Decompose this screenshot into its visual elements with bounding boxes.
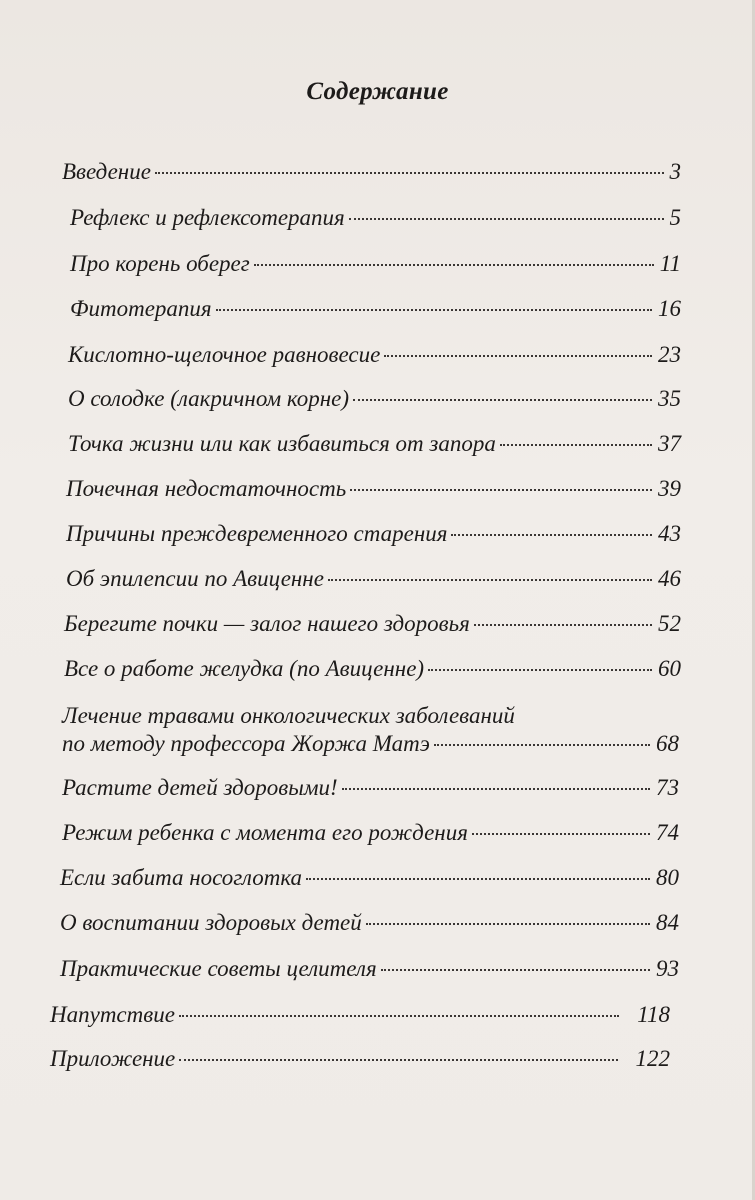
toc-entry bbox=[62, 158, 681, 186]
dot-leader bbox=[179, 1059, 617, 1061]
dot-leader bbox=[254, 264, 654, 266]
toc-entry-title: Все о работе желудка (по Авиценне) bbox=[64, 656, 425, 681]
dot-leader bbox=[350, 489, 652, 491]
toc-entry bbox=[50, 1001, 670, 1029]
dot-leader bbox=[179, 1015, 619, 1017]
toc-entry bbox=[64, 610, 681, 638]
toc-entry bbox=[64, 655, 681, 683]
dot-leader bbox=[349, 218, 664, 220]
toc-entry-title: Растите детей здоровыми! bbox=[62, 775, 338, 800]
toc-entry-page: 60 bbox=[658, 656, 681, 681]
toc-entry bbox=[60, 864, 679, 892]
toc-entry-page: 74 bbox=[656, 820, 679, 845]
dot-leader bbox=[155, 172, 664, 174]
dot-leader bbox=[428, 669, 652, 671]
dot-leader bbox=[342, 788, 650, 790]
page-title: Содержание bbox=[306, 78, 449, 105]
toc-entry bbox=[68, 385, 681, 413]
toc-entry bbox=[66, 520, 681, 548]
toc-entry-page: 39 bbox=[658, 476, 681, 501]
toc-entry-page: 80 bbox=[656, 865, 679, 890]
toc-entry bbox=[66, 565, 681, 593]
toc-entry-title: О солодке (лакричном корне) bbox=[68, 386, 350, 411]
toc-entry-page: 37 bbox=[658, 431, 681, 456]
toc-entry-title: Практические советы целителя bbox=[60, 956, 377, 981]
toc-entry-title: Кислотно-щелочное равновесие bbox=[68, 342, 381, 367]
toc-entry-title: Режим ребенка с момента его рождения bbox=[62, 820, 468, 845]
toc-entry-page: 3 bbox=[669, 159, 681, 184]
toc-entry-page: 11 bbox=[659, 251, 681, 276]
toc-entry-title: Точка жизни или как избавиться от запора bbox=[68, 431, 496, 456]
toc-entry-page: 16 bbox=[658, 296, 681, 321]
toc-entry-page: 46 bbox=[658, 566, 681, 591]
toc-entry-page: 35 bbox=[658, 386, 681, 411]
toc-entry-page: 93 bbox=[656, 956, 679, 981]
toc-entry bbox=[68, 341, 681, 369]
dot-leader bbox=[216, 309, 652, 311]
dot-leader bbox=[328, 579, 652, 581]
dot-leader bbox=[434, 744, 650, 746]
toc-entry-page: 23 bbox=[658, 342, 681, 367]
toc-entry-title: Берегите почки — залог нашего здоровья bbox=[64, 611, 470, 636]
toc-entry bbox=[60, 955, 679, 983]
toc-entry-title: О воспитании здоровых детей bbox=[60, 910, 362, 935]
toc-entry bbox=[60, 909, 679, 937]
toc-entry-title: Про корень оберег bbox=[70, 251, 250, 276]
toc-entry-page: 118 bbox=[637, 1002, 670, 1027]
toc-entry bbox=[70, 250, 681, 278]
dot-leader bbox=[472, 833, 650, 835]
toc-entry bbox=[50, 1045, 670, 1073]
dot-leader bbox=[381, 969, 650, 971]
toc-entry-title: Приложение bbox=[50, 1046, 176, 1071]
dot-leader bbox=[500, 444, 652, 446]
toc-entry bbox=[68, 430, 681, 458]
toc-entry-title: Напутствие bbox=[50, 1002, 175, 1027]
toc-entry-title: Введение bbox=[62, 159, 151, 184]
toc-entry-title: Фитотерапия bbox=[70, 296, 212, 321]
toc-entry-title: Если забита носоглотка bbox=[60, 865, 303, 890]
toc-entry-page: 52 bbox=[658, 611, 681, 636]
toc-entry-title: Причины преждевременного старения bbox=[66, 521, 448, 546]
toc-entry-page: 43 bbox=[658, 521, 681, 546]
toc-entry bbox=[62, 774, 679, 802]
dot-leader bbox=[353, 399, 652, 401]
toc-entry-page: 84 bbox=[656, 910, 679, 935]
dot-leader bbox=[451, 534, 652, 536]
toc-entry-title-line1: Лечение травами онкологических заболеваний bbox=[62, 703, 515, 728]
toc-entry-page: 68 bbox=[656, 731, 679, 756]
toc-entry-page: 5 bbox=[669, 205, 681, 230]
toc-entry-page: 73 bbox=[656, 775, 679, 800]
toc-entry bbox=[62, 702, 679, 758]
toc-entry-title: Почечная недостаточность bbox=[66, 476, 347, 501]
toc-entry-line2 bbox=[62, 730, 679, 758]
dot-leader bbox=[474, 624, 652, 626]
toc-entry bbox=[70, 204, 681, 232]
toc-entry-title: Об эпилепсии по Авиценне bbox=[66, 566, 324, 591]
toc-entry-title: Рефлекс и рефлексотерапия bbox=[70, 205, 345, 230]
toc-entry bbox=[62, 819, 679, 847]
toc-entry bbox=[66, 475, 681, 503]
dot-leader bbox=[384, 355, 652, 357]
dot-leader bbox=[306, 878, 650, 880]
toc-entry-page: 122 bbox=[635, 1046, 670, 1071]
dot-leader bbox=[366, 923, 650, 925]
toc-entry bbox=[70, 295, 681, 323]
toc-entry-title-line2: по методу профессора Жоржа Матэ bbox=[62, 731, 430, 756]
